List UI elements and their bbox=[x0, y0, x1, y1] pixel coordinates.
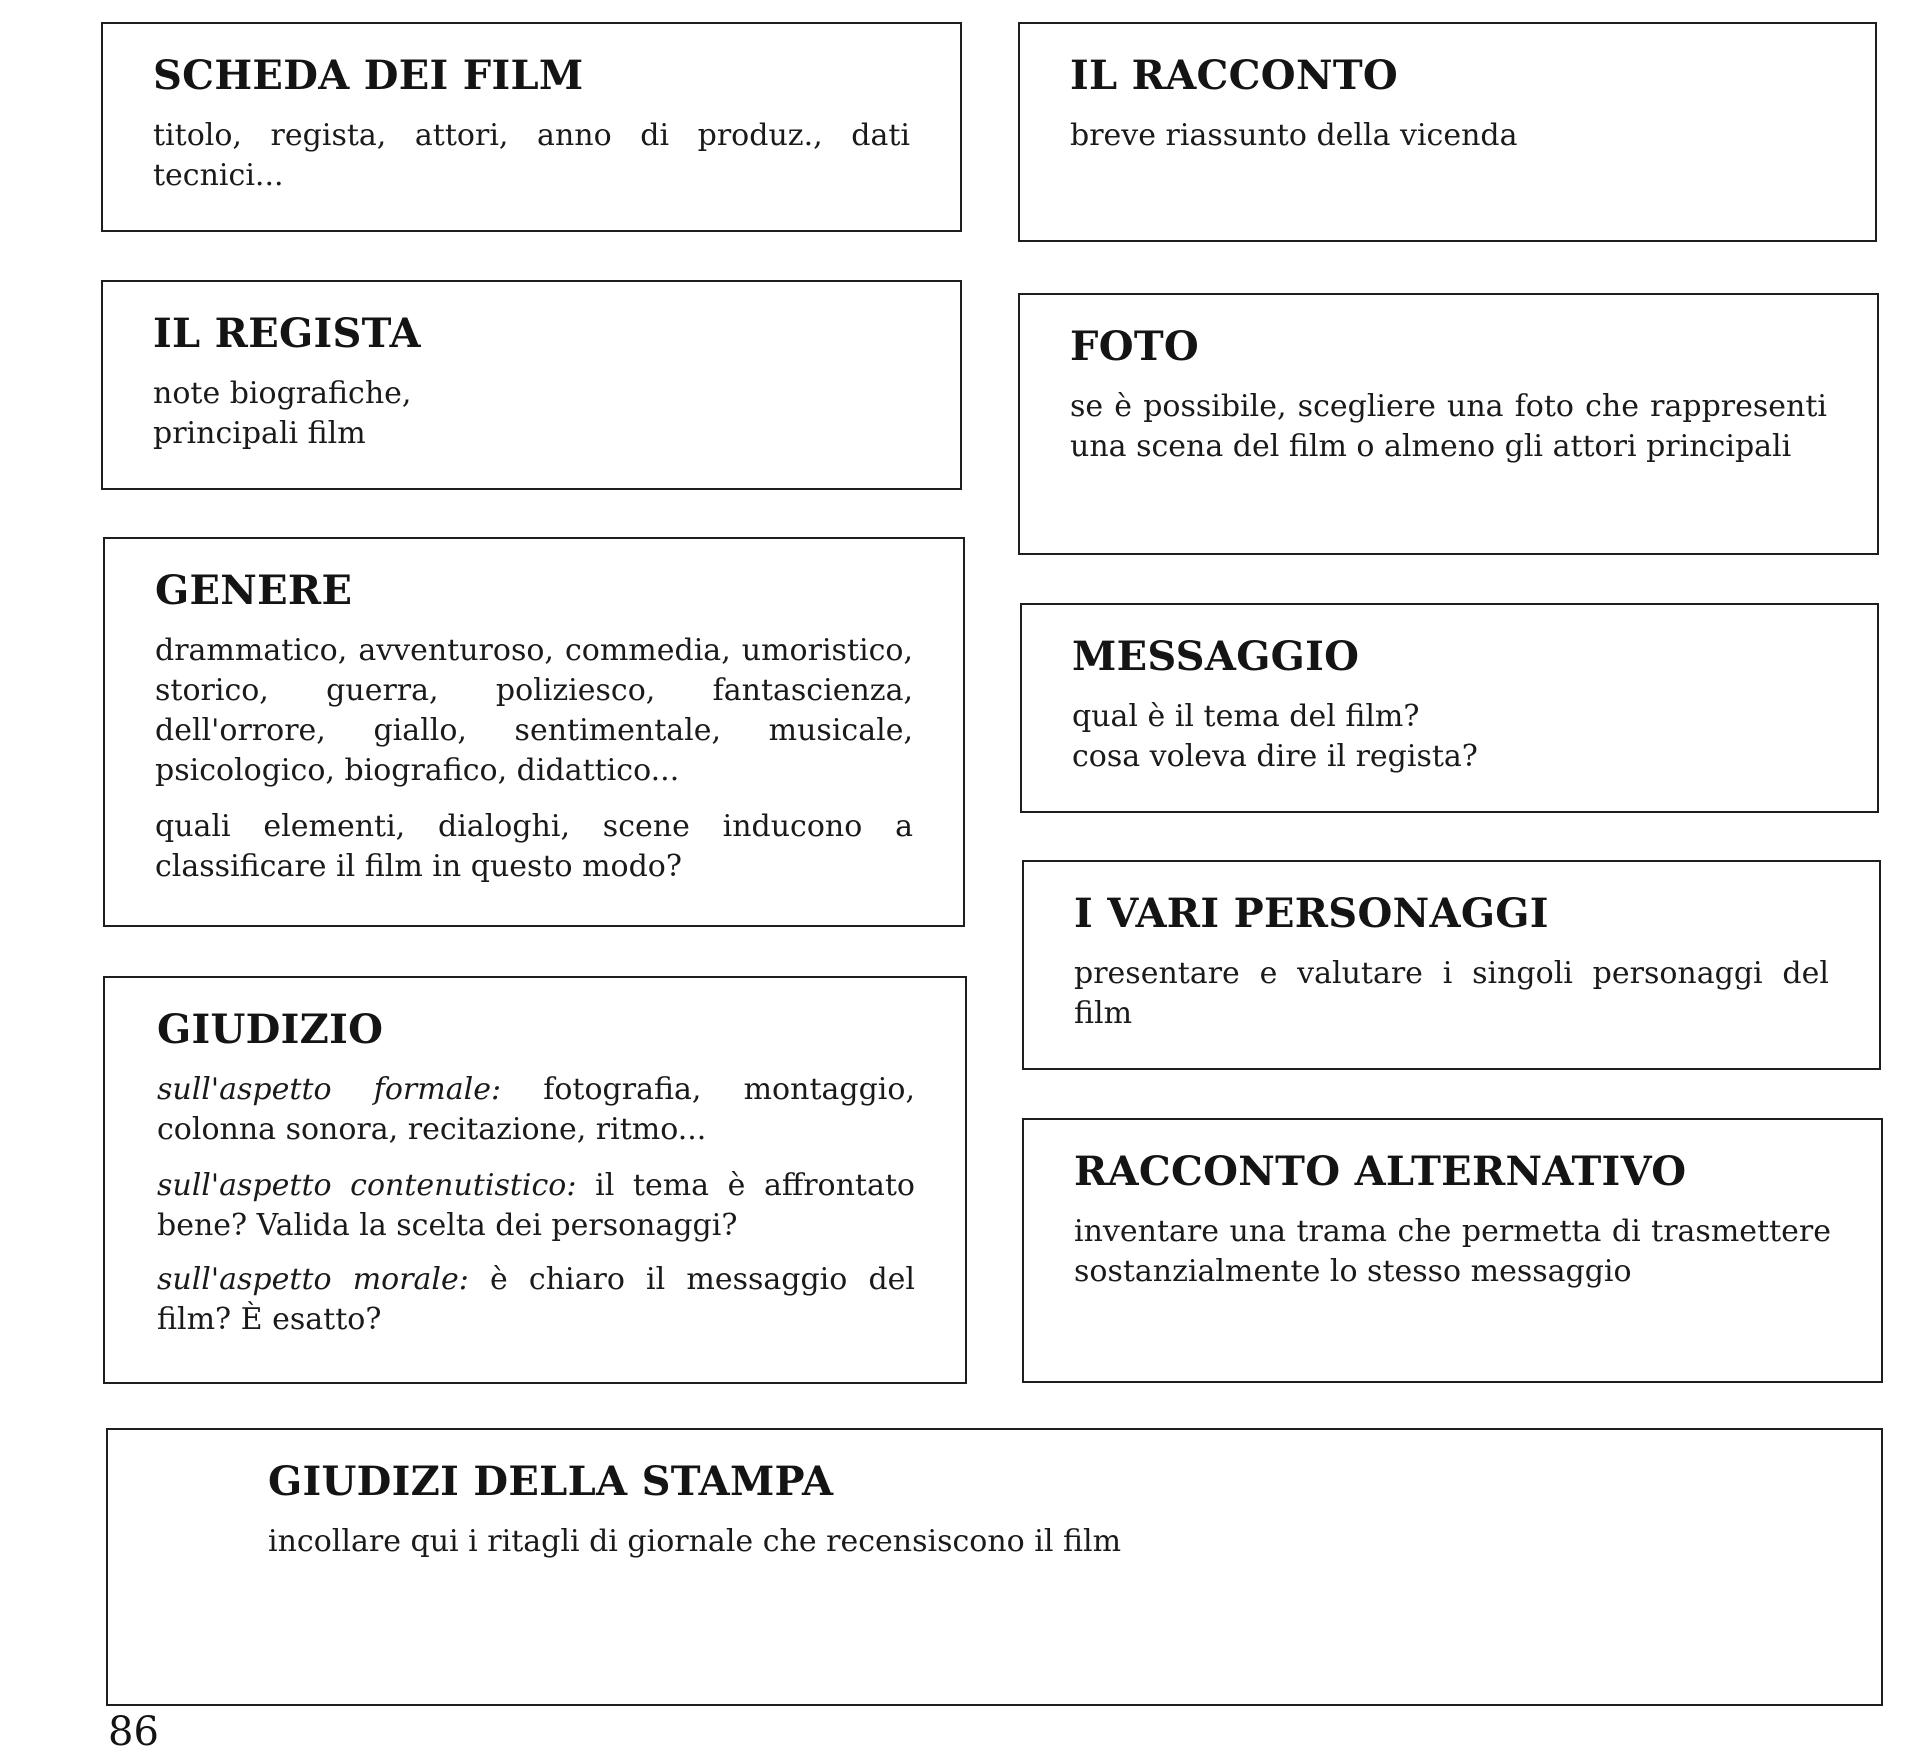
stampa-text: incollare qui i ritagli di giornale che recensiscono il film bbox=[268, 1524, 1122, 1559]
racconto-title: IL RACCONTO bbox=[1070, 52, 1399, 99]
alternativo-text: inventare una trama che permetta di trasmettere sostanzialmente lo stesso messaggio bbox=[1074, 1214, 1831, 1289]
regista-title: IL REGISTA bbox=[153, 310, 421, 357]
messaggio-text: qual è il tema del film? cosa voleva dire il regista? bbox=[1072, 699, 1478, 774]
giudizio-label: sull'aspetto formale: bbox=[157, 1072, 502, 1107]
personaggi-title: I VARI PERSONAGGI bbox=[1074, 890, 1549, 937]
genere-text: drammatico, avventuroso, commedia, umoristico, storico, guerra, poliziesco, fantascienza, dell'orrore, giallo, sentimentale, musicale, psicologico, biografico, didattico... bbox=[155, 633, 913, 788]
foto-text: se è possibile, scegliere una foto che rappresenti una scena del film o almeno gli attori principali bbox=[1070, 389, 1827, 464]
giudizio-label: sull'aspetto morale: bbox=[157, 1262, 469, 1297]
box-foto bbox=[1018, 293, 1879, 555]
regista-text: note biografiche, principali film bbox=[153, 376, 412, 451]
foto-title: FOTO bbox=[1070, 323, 1200, 370]
genere-title: GENERE bbox=[155, 567, 353, 614]
racconto-text: breve riassunto della vicenda bbox=[1070, 118, 1518, 153]
box-il-regista bbox=[101, 280, 962, 490]
scheda-title: SCHEDA DEI FILM bbox=[153, 52, 584, 99]
box-giudizi-della-stampa bbox=[106, 1428, 1883, 1706]
box-messaggio bbox=[1020, 603, 1879, 813]
personaggi-text: presentare e valutare i singoli personaggi del film bbox=[1074, 956, 1829, 1031]
messaggio-title: MESSAGGIO bbox=[1072, 633, 1360, 680]
scheda-text: titolo, regista, attori, anno di produz., dati tecnici... bbox=[153, 118, 910, 193]
box-il-racconto bbox=[1018, 22, 1877, 242]
page-number: 86 bbox=[108, 1709, 159, 1755]
giudizio-item bbox=[157, 1166, 915, 1246]
genere-question: quali elementi, dialoghi, scene inducono a classificare il film in questo modo? bbox=[155, 809, 913, 884]
giudizio-item bbox=[157, 1260, 915, 1340]
giudizio-title: GIUDIZIO bbox=[157, 1006, 384, 1053]
giudizio-item-text: il tema è affrontato bene? Valida la scelta dei personaggi? bbox=[157, 1168, 915, 1243]
box-scheda-dei-film bbox=[101, 22, 962, 232]
giudizio-item bbox=[157, 1070, 915, 1150]
giudizio-item-text: fotografia, montaggio, colonna sonora, recitazione, ritmo... bbox=[157, 1072, 915, 1147]
box-genere bbox=[103, 537, 965, 927]
alternativo-title: RACCONTO ALTERNATIVO bbox=[1074, 1148, 1687, 1195]
box-i-vari-personaggi bbox=[1022, 860, 1881, 1070]
stampa-title: GIUDIZI DELLA STAMPA bbox=[268, 1458, 834, 1505]
giudizio-label: sull'aspetto contenutistico: bbox=[157, 1168, 577, 1203]
giudizio-item-text: è chiaro il messaggio del film? È esatto? bbox=[157, 1262, 915, 1337]
box-giudizio bbox=[103, 976, 967, 1384]
box-racconto-alternativo bbox=[1022, 1118, 1883, 1383]
